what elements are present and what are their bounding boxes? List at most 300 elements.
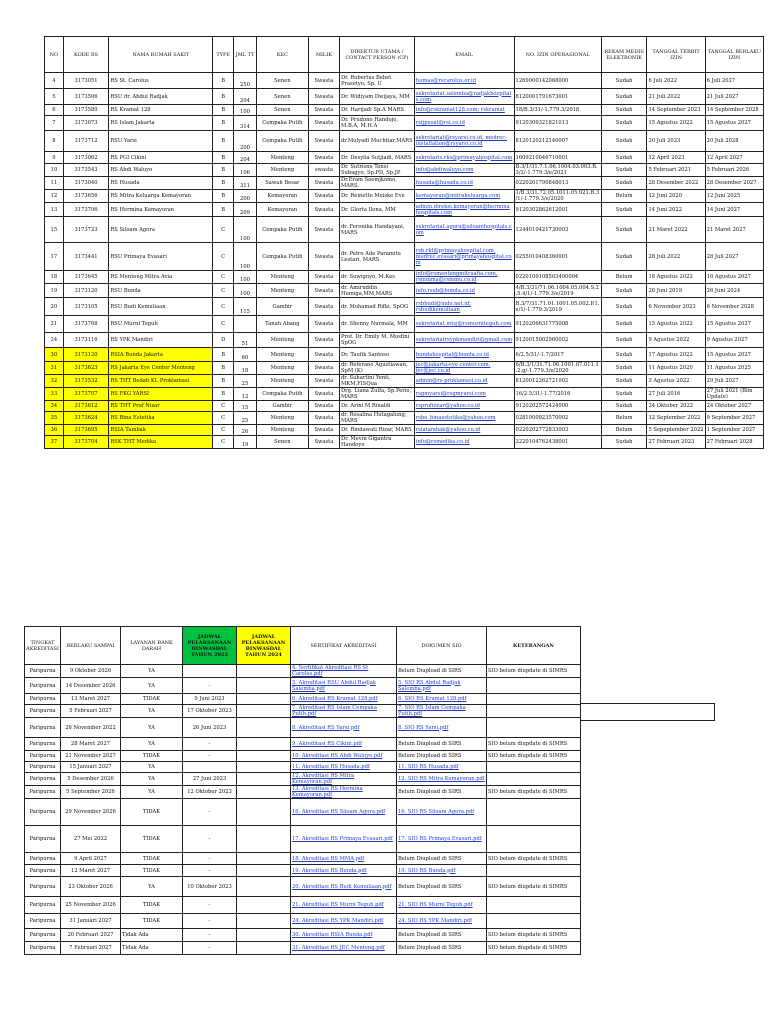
- certificate-link[interactable]: 8. Akreditasi RS Yarsi.pdf: [291, 718, 397, 738]
- sio-document-cell[interactable]: 8. SIO RS Yarsi.pdf: [397, 718, 487, 738]
- issue-date-cell: 12 Juni 2020: [647, 190, 705, 203]
- remarks-cell: [487, 897, 581, 914]
- schedule-2024-cell: [237, 826, 291, 853]
- director-cell: Dr. Prudono Handojo, M.B.A, M.H.A: [339, 116, 414, 131]
- valid-date-cell: 9 September 2027: [705, 412, 763, 425]
- email-link[interactable]: rsb.rkt@primayahospital.com, medrec.evasari@primayahospital.com: [414, 243, 514, 271]
- accreditation-level-cell: Paripurna: [25, 738, 61, 751]
- blood-bank-cell: Tidak Ada: [121, 929, 183, 942]
- issue-date-cell: 16 Agustus 2022: [647, 271, 705, 284]
- issue-date-cell: 5 Sepeptember 2022: [647, 425, 705, 436]
- email-link[interactable]: rsbbudi@indo.net.id; rsbudikemuliaan: [414, 298, 514, 316]
- valid-date-cell: 6 Juli 2027: [705, 73, 763, 89]
- certificate-link[interactable]: 31. Akreditasi RS JEC Menteng.pdf: [291, 942, 397, 955]
- district-cell: Menteng: [256, 425, 308, 436]
- district-cell: Menteng: [256, 271, 308, 284]
- district-cell: Kemayoran: [256, 190, 308, 203]
- certificate-link[interactable]: 16. Akreditasi RS Siloam Agora.pdf: [291, 799, 397, 826]
- schedule-2023-cell: -: [183, 826, 237, 853]
- header-cell: KODE RS: [63, 37, 109, 73]
- no-cell: 33: [45, 388, 64, 401]
- email-link[interactable]: admin.direksi.kemayoran@herminahospitals.com: [414, 203, 514, 217]
- email-link[interactable]: sekretariat.mtsj@rsmurniteguh.com: [414, 316, 514, 333]
- remarks-cell: SIO belum diupdate di SIMRS: [487, 665, 581, 678]
- hospital-name-cell: RSIA Bunda Jakarta: [109, 348, 213, 362]
- kode-rs-cell: 3173704: [63, 436, 109, 449]
- kode-rs-cell: 3173768: [63, 316, 109, 333]
- valid-until-cell: 21 November 2027: [61, 751, 121, 762]
- emr-status-cell: Sudah: [601, 316, 647, 333]
- valid-until-cell: 28 Maret 2027: [61, 738, 121, 751]
- accreditation-level-cell: Paripurna: [25, 865, 61, 877]
- header-cell: NO. IZIN OPERASIONAL: [514, 37, 601, 73]
- director-cell: Dr. Glorta Ilona, MM: [339, 203, 414, 217]
- blood-bank-cell: TIDAK: [121, 865, 183, 877]
- emr-status-cell: Sudah: [601, 362, 647, 375]
- license-number-cell: 0281000923570002: [514, 412, 601, 425]
- kode-rs-cell: 3173656: [63, 190, 109, 203]
- sio-document-cell[interactable]: 6. SIO RS Kramat 128.pdf: [397, 694, 487, 705]
- district-cell: Menteng: [256, 348, 308, 362]
- ownership-cell: Swasta: [308, 333, 339, 348]
- remarks-cell: SIO belum diupdate di SIMRS: [487, 738, 581, 751]
- valid-until-cell: 23 Oktober 2026: [61, 877, 121, 897]
- bed-count-cell: 25: [234, 375, 257, 388]
- table-row: [45, 388, 764, 401]
- email-link[interactable]: rsijpusat@rsi.co.id: [414, 116, 514, 131]
- hospital-table-header: [45, 37, 764, 73]
- certificate-link[interactable]: 18. Akreditasi RS MMA.pdf: [291, 853, 397, 865]
- ownership-cell: Swasta: [308, 375, 339, 388]
- type-cell: C: [213, 316, 234, 333]
- remarks-cell: [487, 826, 581, 853]
- district-cell: Cempaka Putih: [256, 131, 308, 152]
- certificate-link[interactable]: 10. Akreditasi RS Abdi Waluyo.pdf: [291, 751, 397, 762]
- district-cell: Menteng: [256, 164, 308, 177]
- ownership-cell: Swasta: [308, 105, 339, 116]
- emr-status-cell: Sudah: [601, 177, 647, 190]
- valid-date-cell: 15 Agustus 2027: [705, 316, 763, 333]
- certificate-link[interactable]: 9. Akreditasi RS Cikini.pdf: [291, 738, 397, 751]
- sio-document-cell[interactable]: 19. SIO RS Bunda.pdf: [397, 865, 487, 877]
- table-row: [25, 826, 581, 853]
- district-cell: Senen: [256, 105, 308, 116]
- blood-bank-cell: YA: [121, 762, 183, 773]
- valid-date-cell: 15 Agustus 2027: [705, 116, 763, 131]
- certificate-link[interactable]: 20. Akreditasi RS Budi Kemuliaan.pdf: [291, 877, 397, 897]
- sio-document-cell[interactable]: 16. SIO RS Siloam Agora.pdf: [397, 799, 487, 826]
- sio-document-cell[interactable]: 12. SIO RS Mitra Kemayoran.pdf: [397, 773, 487, 786]
- district-cell: Senen: [256, 436, 308, 449]
- sio-document-cell[interactable]: 5. SIO RS Abdul Radjak Salemba.pdf: [397, 678, 487, 694]
- table-row: [45, 89, 764, 105]
- valid-date-cell: 6 November 2028: [705, 298, 763, 316]
- type-cell: C: [213, 436, 234, 449]
- schedule-2023-cell: -: [183, 914, 237, 929]
- license-number-cell: 0220100108503490004: [514, 271, 601, 284]
- header-cell: TANGGAL BERLAKU IZIN: [705, 37, 763, 73]
- district-cell: Cempaka Putih: [256, 217, 308, 243]
- email-link[interactable]: rsgmyarsi@rsgmyarsi.com: [414, 388, 514, 401]
- valid-date-cell: 11 Agustus 2025: [705, 362, 763, 375]
- email-link[interactable]: sekretariat@rsyarsi.co.id, medrec-installation@rsyarsi.co.id: [414, 131, 514, 152]
- email-link[interactable]: jec@jakarta-eye-center.com, jec@jec.co.id: [414, 362, 514, 375]
- email-link[interactable]: kemayoran@mitrakeluarga.com: [414, 190, 514, 203]
- table-row: [45, 333, 764, 348]
- table-row: [45, 190, 764, 203]
- valid-date-cell: 27 Juli 2021 (Blm Update): [705, 388, 763, 401]
- hospital-name-cell: RSU Primaya Evasari: [109, 243, 213, 271]
- schedule-2023-cell: [183, 762, 237, 773]
- sio-document-cell: Belum Diupload di SIRS: [397, 877, 487, 897]
- schedule-2024-cell: [237, 897, 291, 914]
- bed-count-cell: 100: [234, 271, 257, 284]
- director-cell: Dr. Arini M Rinaldi: [339, 401, 414, 412]
- ownership-cell: Swasta: [308, 243, 339, 271]
- director-cell: Dr. Robertus Bebet Prasetyo, Sp. U: [339, 73, 414, 89]
- certificate-link[interactable]: 24. Akreditasi RS YPK Mandiri.pdf: [291, 914, 397, 929]
- hospital-name-cell: RS THT Prof Nizar: [109, 401, 213, 412]
- valid-date-cell: 15 Agustus 2027: [705, 348, 763, 362]
- blood-bank-cell: YA: [121, 786, 183, 799]
- certificate-link[interactable]: 17. Akreditasi RS Primaya Evasari.pdf: [291, 826, 397, 853]
- hospital-name-cell: RSIA Tambak: [109, 425, 213, 436]
- schedule-2024-cell: [237, 786, 291, 799]
- district-cell: Menteng: [256, 412, 308, 425]
- accreditation-level-cell: Paripurna: [25, 799, 61, 826]
- valid-date-cell: 14 September 2028: [705, 105, 763, 116]
- table-row: [25, 853, 581, 865]
- sio-document-cell[interactable]: 11. SIO RS Husada.pdf: [397, 762, 487, 773]
- hospital-name-cell: RSU Bunda: [109, 284, 213, 298]
- header-cell: JADWAL PELAKSANAAN BINWASDAL TAHUN 2024: [237, 627, 291, 665]
- email-link[interactable]: info@rsmentengmitraafia.com, rsmmma@rsmmu.co.id: [414, 271, 514, 284]
- schedule-2024-cell: [237, 773, 291, 786]
- director-cell: Drg. Liana Zulfa, Sp.Perio, MARS: [339, 388, 414, 401]
- table-row: [45, 131, 764, 152]
- no-cell: 35: [45, 412, 64, 425]
- type-cell: B: [213, 105, 234, 116]
- schedule-2023-cell: -: [183, 942, 237, 955]
- no-cell: 24: [45, 333, 64, 348]
- schedule-2024-cell: [237, 738, 291, 751]
- issue-date-cell: 26 Juni 2019: [647, 284, 705, 298]
- district-cell: Menteng: [256, 152, 308, 164]
- certificate-link[interactable]: 11. Akreditasi RS Husada.pdf: [291, 762, 397, 773]
- email-link[interactable]: info@rsmedika.co.id: [414, 436, 514, 449]
- valid-date-cell: 21 Juli 2027: [705, 89, 763, 105]
- certificate-link[interactable]: 6. Akreditasi RS Kramat 128.pdf: [291, 694, 397, 705]
- certificate-link[interactable]: 4. Sertifikat Akreditasi RS St Carolus.pdf: [291, 665, 397, 678]
- issue-date-cell: 28 Juli 2022: [647, 243, 705, 271]
- district-cell: Gambir: [256, 401, 308, 412]
- valid-date-cell: 20 Juli 2028: [705, 131, 763, 152]
- hospital-table: [44, 36, 764, 449]
- valid-until-cell: 25 November 2026: [61, 897, 121, 914]
- valid-date-cell: 14 Juni 2027: [705, 203, 763, 217]
- remarks-cell: [487, 914, 581, 929]
- blood-bank-cell: YA: [121, 678, 183, 694]
- valid-date-cell: 24 Oktober 2027: [705, 401, 763, 412]
- emr-status-cell: Belum: [601, 412, 647, 425]
- type-cell: C: [213, 298, 234, 316]
- valid-date-cell: 28 Juli 2027: [705, 243, 763, 271]
- header-cell: EMAIL: [414, 37, 514, 73]
- valid-until-cell: 20 Februari 2027: [61, 929, 121, 942]
- issue-date-cell: 21 Juli 2022: [647, 89, 705, 105]
- director-cell: Dr. Harijadi Sp.A MARS: [339, 105, 414, 116]
- certificate-link[interactable]: 7. Akreditasi RS Islam Cempaka Putih.pdf: [291, 705, 397, 718]
- ownership-cell: Swasta: [308, 436, 339, 449]
- email-link[interactable]: sekretaris.rks@primayahospital.com: [414, 152, 514, 164]
- table-row: [25, 678, 581, 694]
- email-link[interactable]: bundahospital@bunda.co.id: [414, 348, 514, 362]
- accreditation-level-cell: Paripurna: [25, 694, 61, 705]
- valid-date-cell: 29 Juli 2027: [705, 375, 763, 388]
- kode-rs-cell: 3173695: [63, 425, 109, 436]
- schedule-2024-cell: [237, 853, 291, 865]
- bed-count-cell: 100: [234, 217, 257, 243]
- bed-count-cell: 314: [234, 116, 257, 131]
- license-number-cell: 9120302862612001: [514, 203, 601, 217]
- director-cell: dr. Suwignyo, M.Kes: [339, 271, 414, 284]
- district-cell: Tanah Abang: [256, 316, 308, 333]
- hospital-name-cell: RS PGI Cikini: [109, 152, 213, 164]
- remarks-cell: SIO belum diupdate di SIMRS: [487, 751, 581, 762]
- certificate-link[interactable]: 21. Akreditasi RS Murni Teguh.pdf: [291, 897, 397, 914]
- table-row: [45, 316, 764, 333]
- bed-count-cell: 19: [234, 436, 257, 449]
- hospital-name-cell: RS Abdi Waluyo: [109, 164, 213, 177]
- email-link[interactable]: sekretariat.salemba@radjakhospitals.com: [414, 89, 514, 105]
- no-cell: 10: [45, 164, 64, 177]
- issue-date-cell: 20 Juli 2023: [647, 131, 705, 152]
- sio-document-cell[interactable]: 24. SIO RS YPK Mandiri.pdf: [397, 914, 487, 929]
- sio-document-cell: Belum Diupload di SIRS: [397, 738, 487, 751]
- email-link[interactable]: rsbe_binaestetika@yahoo.com: [414, 412, 514, 425]
- email-link[interactable]: admin@rs-proklamasi.co.id: [414, 375, 514, 388]
- director-cell: dr.Mulyadi Muchtiar,MARS: [339, 131, 414, 152]
- no-cell: 31: [45, 362, 64, 375]
- hospital-name-cell: RS FKG YARSI: [109, 388, 213, 401]
- header-cell: TANGGAL TERBIT IZIN: [647, 37, 705, 73]
- bed-count-cell: 204: [234, 89, 257, 105]
- table-row: [25, 738, 581, 751]
- type-cell: B: [213, 152, 234, 164]
- bed-count-cell: 15: [234, 401, 257, 412]
- table-row: [45, 401, 764, 412]
- valid-date-cell: 12 Juni 2025: [705, 190, 763, 203]
- emr-status-cell: Sudah: [601, 348, 647, 362]
- ownership-cell: Swasta: [308, 89, 339, 105]
- type-cell: B: [213, 164, 234, 177]
- emr-status-cell: Sudah: [601, 388, 647, 401]
- kode-rs-cell: 3173532: [63, 375, 109, 388]
- type-cell: B: [213, 116, 234, 131]
- schedule-2024-cell: [237, 877, 291, 897]
- hospital-name-cell: RS Hermina Kemayoran: [109, 203, 213, 217]
- type-cell: C: [213, 401, 234, 412]
- certificate-link[interactable]: 5. Akreditasi RSU Abdul Radjak Salemba.pdf: [291, 678, 397, 694]
- issue-date-cell: 6 Juli 2022: [647, 73, 705, 89]
- license-number-cell: 4/B.3/31/71.06.1004.05.004.S.2.5.4/1/-1.779.3/e/2019: [514, 284, 601, 298]
- schedule-2023-cell: -: [183, 678, 237, 694]
- no-cell: 34: [45, 401, 64, 412]
- kode-rs-cell: 3173441: [63, 243, 109, 271]
- schedule-2023-cell: -: [183, 929, 237, 942]
- header-cell: MILIK: [308, 37, 339, 73]
- schedule-2024-cell: [237, 705, 291, 718]
- blood-bank-cell: Tidak Ada: [121, 942, 183, 955]
- schedule-2023-cell: -: [183, 799, 237, 826]
- type-cell: B: [213, 190, 234, 203]
- bed-count-cell: 204: [234, 152, 257, 164]
- kode-rs-cell: 3173543: [63, 164, 109, 177]
- valid-until-cell: 14 Desember 2026: [61, 678, 121, 694]
- issue-date-cell: 27 Juli 2016: [647, 388, 705, 401]
- accreditation-level-cell: Paripurna: [25, 678, 61, 694]
- type-cell: C: [213, 412, 234, 425]
- accreditation-level-cell: Paripurna: [25, 773, 61, 786]
- issue-date-cell: 5 Februari 2021: [647, 164, 705, 177]
- table-row: [45, 375, 764, 388]
- table-row: [25, 665, 581, 678]
- email-link[interactable]: info@rskramat128.com; rskramat: [414, 105, 514, 116]
- sio-document-cell: Belum Diupload di SIRS: [397, 853, 487, 865]
- certificate-link[interactable]: 13. Akreditasi RS Hermina Kemayoran.pdf: [291, 786, 397, 799]
- hospital-name-cell: RS Mitra Keluarga Kemayoran: [109, 190, 213, 203]
- header-cell: DOKUMEN SIO: [397, 627, 487, 665]
- bed-count-cell: 100: [234, 105, 257, 116]
- hospital-name-cell: RS Islam Jakarta: [109, 116, 213, 131]
- sio-document-cell[interactable]: 17. SIO RS Primaya Evasari.pdf: [397, 826, 487, 853]
- license-number-cell: 1269000142068000: [514, 73, 601, 89]
- emr-status-cell: Sudah: [601, 105, 647, 116]
- table-row: [45, 217, 764, 243]
- remarks-cell: SIO belum diupdate di SIMRS: [487, 929, 581, 942]
- blood-bank-cell: TIDAK: [121, 694, 183, 705]
- email-link[interactable]: rsprofnizar@yahoo.co.id: [414, 401, 514, 412]
- license-number-cell: 9120206631775008: [514, 316, 601, 333]
- email-link[interactable]: info.rsub@bunda.co.id: [414, 284, 514, 298]
- valid-date-cell: 12 April 2027: [705, 152, 763, 164]
- license-number-cell: 9120202572424000: [514, 401, 601, 412]
- extra-border-box: [580, 703, 715, 721]
- table-row: [25, 705, 581, 718]
- email-link[interactable]: sekretariatrsypkmandiri@gmail.com: [414, 333, 514, 348]
- district-cell: Sawah Besar: [256, 177, 308, 190]
- valid-until-cell: 13 Maret 2027: [61, 694, 121, 705]
- hospital-name-cell: RS St. Carolus: [109, 73, 213, 89]
- table-row: [25, 865, 581, 877]
- license-number-cell: 16/2.5/31/-1.77/2016: [514, 388, 601, 401]
- issue-date-cell: 14 September 2023: [647, 105, 705, 116]
- schedule-2024-cell: [237, 694, 291, 705]
- schedule-2023-cell: -: [183, 865, 237, 877]
- license-number-cell: 1244010421730003: [514, 217, 601, 243]
- no-cell: 4: [45, 73, 64, 89]
- remarks-cell: [487, 694, 581, 705]
- email-link[interactable]: info@abdiwaluyo.com: [414, 164, 514, 177]
- ownership-cell: Swasta: [308, 284, 339, 298]
- ownership-cell: Swasta: [308, 425, 339, 436]
- table-row: [45, 116, 764, 131]
- bed-count-cell: 26: [234, 425, 257, 436]
- license-number-cell: 1609210046710001: [514, 152, 601, 164]
- accreditation-table: [24, 626, 581, 955]
- table-row: [25, 718, 581, 738]
- issue-date-cell: 3 Agustus 2022: [647, 375, 705, 388]
- kode-rs-cell: 3173645: [63, 271, 109, 284]
- type-cell: D: [213, 333, 234, 348]
- valid-date-cell: 26 Juni 2024: [705, 284, 763, 298]
- ownership-cell: Swasta: [308, 362, 339, 375]
- table-row: [45, 177, 764, 190]
- email-link[interactable]: rsiatambak@yahoo.co.id: [414, 425, 514, 436]
- director-cell: Dr. Taufik Santoso: [339, 348, 414, 362]
- header-cell: TINGKAT AKREDITASI: [25, 627, 61, 665]
- kode-rs-cell: 3173624: [63, 412, 109, 425]
- license-number-cell: 0220202772833003: [514, 425, 601, 436]
- valid-until-cell: 5 September 2026: [61, 786, 121, 799]
- certificate-link[interactable]: 12. Akreditasi RS Mitra Kemayoran.pdf: [291, 773, 397, 786]
- sio-document-cell[interactable]: 7. SIO RS Islam Cempaka Putih.pdf: [397, 705, 487, 718]
- hospital-name-cell: RS THT Bedah KL Proklamasi: [109, 375, 213, 388]
- hospital-name-cell: RS Husada: [109, 177, 213, 190]
- email-link[interactable]: humas@rscarolus.or.id: [414, 73, 514, 89]
- hospital-name-cell: RSU Murni Teguh: [109, 316, 213, 333]
- director-cell: Dr. Desylia Sutjiadi, MARS: [339, 152, 414, 164]
- director-cell: Dr. Widiyam Dwijaya, MM: [339, 89, 414, 105]
- no-cell: 36: [45, 425, 64, 436]
- table-row: [45, 436, 764, 449]
- sio-document-cell: Belum Diupload di SIRS: [397, 942, 487, 955]
- district-cell: Senen: [256, 89, 308, 105]
- issue-date-cell: 12 September 2022: [647, 412, 705, 425]
- director-cell: dr. Suhartini Yenti, MKM,FISQua: [339, 375, 414, 388]
- bed-count-cell: 18: [234, 362, 257, 375]
- district-cell: Menteng: [256, 362, 308, 375]
- hospital-name-cell: RS YPK Mandiri: [109, 333, 213, 348]
- issue-date-cell: 14 Juni 2022: [647, 203, 705, 217]
- table-row: [45, 105, 764, 116]
- header-cell: LAYANAN BANK DARAH: [121, 627, 183, 665]
- issue-date-cell: 15 Agustus 2022: [647, 116, 705, 131]
- schedule-2024-cell: [237, 678, 291, 694]
- issue-date-cell: 21 Maret 2022: [647, 217, 705, 243]
- no-cell: 5: [45, 89, 64, 105]
- emr-status-cell: Sudah: [601, 243, 647, 271]
- valid-date-cell: 28 Desember 2027: [705, 177, 763, 190]
- bed-count-cell: 200: [234, 190, 257, 203]
- district-cell: Menteng: [256, 375, 308, 388]
- certificate-link[interactable]: 19. Akreditasi RS Bunda.pdf: [291, 865, 397, 877]
- director-cell: dr. Rosalina Hutagalung, MARS: [339, 412, 414, 425]
- district-cell: Cempaka Putih: [256, 388, 308, 401]
- accreditation-level-cell: Paripurna: [25, 929, 61, 942]
- certificate-link[interactable]: 30. Akreditasi RSIA Bunda.pdf: [291, 929, 397, 942]
- sio-document-cell[interactable]: 21. SIO RS Murni Teguh.pdf: [397, 897, 487, 914]
- valid-until-cell: 15 Januari 2027: [61, 762, 121, 773]
- issue-date-cell: 11 Agustus 2020: [647, 362, 705, 375]
- license-number-cell: 18/B.3/31/-1.779.3/2018: [514, 105, 601, 116]
- director-cell: dr. Feronika Handayani, MARS: [339, 217, 414, 243]
- header-cell: KEC: [256, 37, 308, 73]
- bed-count-cell: 60: [234, 348, 257, 362]
- email-link[interactable]: sekretariat.agora@siloamhospitals.com: [414, 217, 514, 243]
- email-link[interactable]: husada@husada.co.id: [414, 177, 514, 190]
- issue-date-cell: 15 Agustus 2022: [647, 316, 705, 333]
